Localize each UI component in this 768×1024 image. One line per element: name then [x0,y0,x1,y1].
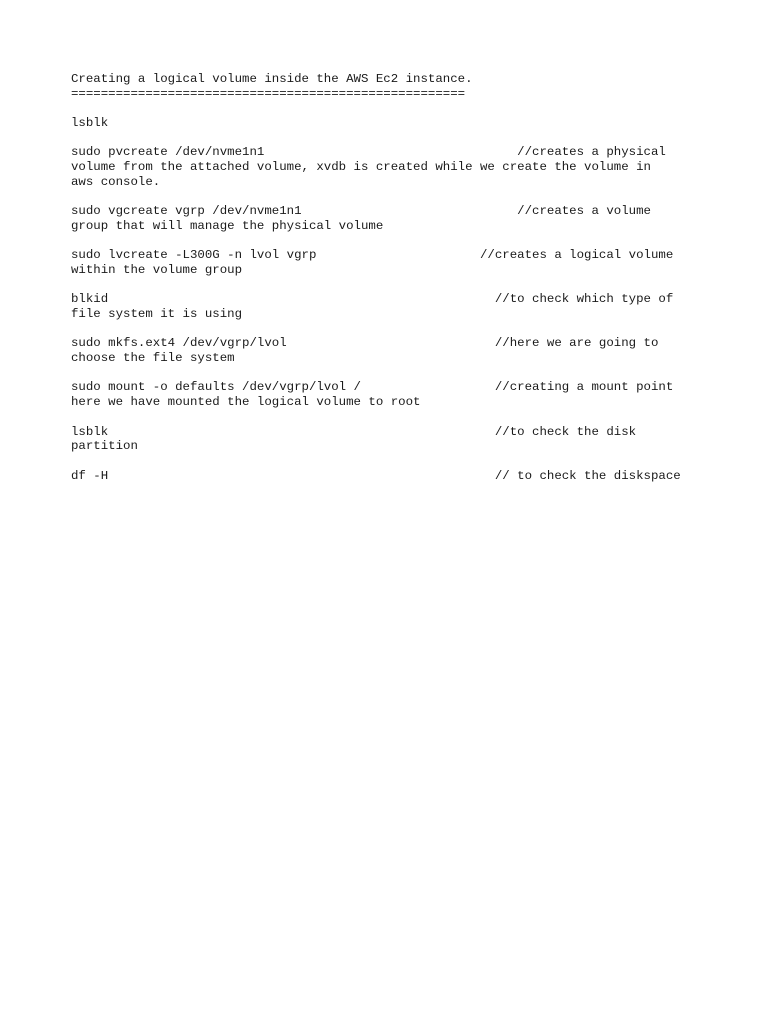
command-line: lsblk [71,116,109,131]
spacer [71,410,711,425]
comment-line: file system it is using [71,307,243,321]
step-df [71,469,711,484]
step-pvcreate [71,145,711,189]
command-line: lsblk //to check the disk [71,424,637,439]
spacer [71,101,711,116]
spacer [71,454,711,469]
comment-line: choose the file system [71,351,235,366]
spacer [71,190,711,205]
command-line: sudo pvcreate /dev/nvme1n1 //creates a physical [71,145,666,160]
command-line: blkid //to check which type of [71,292,674,307]
spacer [71,322,711,337]
comment-line: here we have mounted the logical volume to root [71,395,421,410]
spacer [71,131,711,146]
command-line: sudo lvcreate -L300G -n lvol vgrp //creates a logical volume [71,248,674,263]
step-mkfs [71,336,711,365]
command-line: sudo mount -o defaults /dev/vgrp/lvol / //creating a mount point [71,380,674,395]
step-lvcreate [71,248,711,277]
comment-line: aws console. [71,174,161,189]
command-line: sudo mkfs.ext4 /dev/vgrp/lvol //here we are going to [71,336,659,351]
spacer [71,278,711,293]
step-blkid [71,292,711,321]
title-underline: ===================================================== [71,86,466,101]
step-lsblk [71,116,711,131]
step-lsblk-check [71,425,711,454]
document-title: Creating a logical volume inside the AWS Ec2 instance. [71,72,473,86]
spacer [71,234,711,249]
step-vgcreate [71,204,711,233]
comment-line: partition [71,439,138,454]
spacer [71,366,711,381]
comment-line: group that will manage the physical volume [71,218,384,233]
command-line: sudo vgcreate vgrp /dev/nvme1n1 //creates a volume [71,204,651,219]
document-body [71,72,711,483]
comment-line: within the volume group [71,262,243,277]
step-mount [71,380,711,409]
comment-line: volume from the attached volume, xvdb is created while we create the volume in [71,160,651,175]
command-line: df -H // to check the diskspace [71,468,681,483]
